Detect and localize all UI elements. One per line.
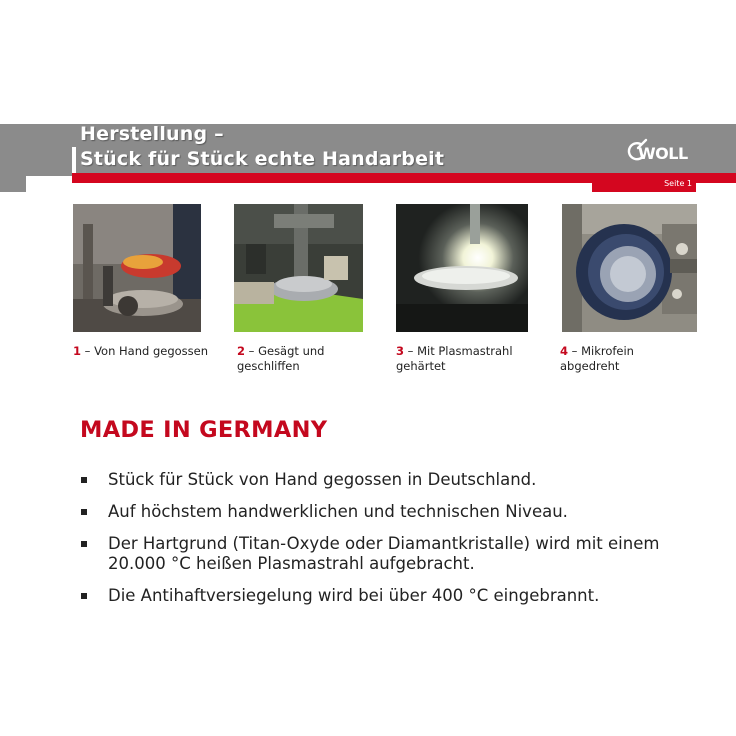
caption-step-4 xyxy=(560,344,670,374)
step-number: 1 xyxy=(73,344,82,358)
photo-sawing xyxy=(234,204,363,332)
bullet-square-icon xyxy=(81,541,87,547)
caption-step-3 xyxy=(396,344,546,374)
step-text: – Gesägt und geschliffen xyxy=(237,344,325,373)
step-text: – Von Hand gegossen xyxy=(81,344,209,358)
bullet-square-icon xyxy=(81,593,87,599)
title-line-2: Stück für Stück echte Handarbeit xyxy=(80,148,445,170)
step-number: 2 xyxy=(237,344,246,358)
bullet-text: Die Antihaftversiegelung wird bei über 400 °C eingebrannt. xyxy=(108,586,600,605)
caption-step-2 xyxy=(237,344,377,374)
step-text: – Mit Plasmastrahl gehärtet xyxy=(396,344,513,373)
photo-lathe xyxy=(562,204,697,332)
step-number: 3 xyxy=(396,344,405,358)
bullet-item xyxy=(80,470,700,490)
woll-logo xyxy=(624,136,700,170)
step-text: – Mikrofein abgedreht xyxy=(560,344,634,373)
bullet-list xyxy=(80,470,700,618)
bullet-square-icon xyxy=(81,477,87,483)
caption-step-1 xyxy=(73,344,213,359)
bullet-text: Der Hartgrund (Titan-Oxyde oder Diamantkristalle) wird mit einem 20.000 °C heißen Plasmastrahl aufgebracht. xyxy=(108,534,660,573)
header-notch xyxy=(0,176,26,192)
bullet-square-icon xyxy=(81,509,87,515)
photo-casting xyxy=(73,204,201,332)
main-heading: MADE IN GERMANY xyxy=(80,417,328,443)
bullet-item xyxy=(80,502,700,522)
header-divider xyxy=(72,147,76,175)
bullet-text: Auf höchstem handwerklichen und technischen Niveau. xyxy=(108,502,568,521)
photo-plasma xyxy=(396,204,528,332)
page-title xyxy=(80,122,540,172)
step-number: 4 xyxy=(560,344,569,358)
bullet-text: Stück für Stück von Hand gegossen in Deutschland. xyxy=(108,470,537,489)
logo-text: WOLL xyxy=(638,144,688,163)
bullet-item xyxy=(80,586,700,606)
bullet-item xyxy=(80,534,700,574)
title-line-1: Herstellung – xyxy=(80,123,224,145)
page-label: Seite 1 xyxy=(664,179,692,188)
